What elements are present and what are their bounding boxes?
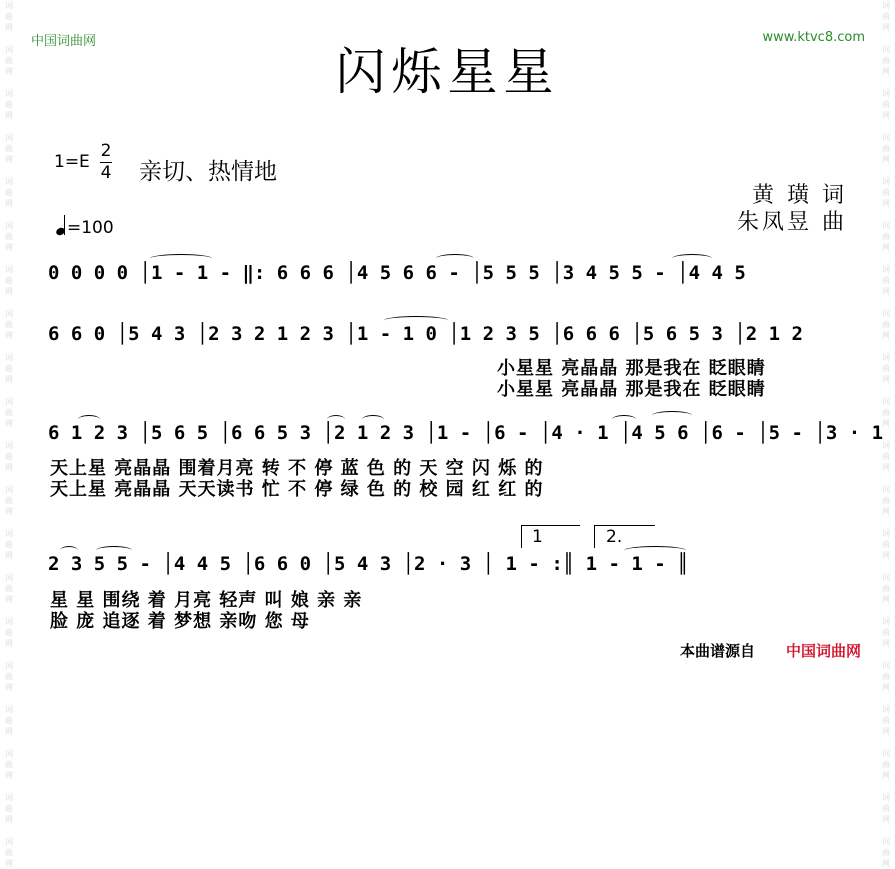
time-signature: [99, 141, 113, 184]
lyricist-credit: 黄 璜 词: [752, 183, 847, 208]
site-url-right: www.ktvc8.com: [762, 30, 865, 45]
slur: [624, 546, 686, 555]
slur: [672, 254, 712, 263]
slur: [60, 546, 78, 555]
key-signature: 1=E: [54, 152, 90, 172]
lyrics-row-4-verse-2: 脸 庞 追逐 着 梦想 亲吻 您 母: [50, 611, 310, 632]
source-site-link[interactable]: 中国词曲网: [785, 642, 861, 660]
side-watermark-right: 词 曲 网 词 曲 网 词 曲 网 词 曲 网 词 曲 网 词 曲 网 词 曲 网 词 曲 网 词 曲 网 词 曲 网 词 曲 网 词 曲 网 词 曲 网 词 曲 网 词 曲 网 词 曲 网 词 曲 网 词 曲 网 词 曲 网 词 曲 网: [882, 1, 890, 868]
time-bottom: 4: [100, 163, 112, 183]
first-ending-label: 1: [532, 527, 543, 547]
lyrics-row-2-verse-2: 小星星 亮晶晶 那是我在 眨眼睛: [497, 379, 766, 400]
time-top: 2: [100, 141, 112, 161]
slur: [652, 411, 692, 420]
lyrics-row-4-verse-1: 星 星 围绕 着 月亮 轻声 叫 娘 亲 亲: [50, 590, 363, 611]
score-row-2: 6 6 0 │5 4 3 │2 3 2 1 2 3 │1 - 1 0 │1 2 3 5 │6 6 6 │5 6 5 3 │2 1 2: [48, 323, 803, 345]
slur: [436, 254, 474, 263]
slur: [78, 415, 100, 424]
lyrics-row-3-verse-1: 天上星 亮晶晶 围着月亮 转 不 停 蓝 色 的 天 空 闪 烁 的: [50, 458, 544, 479]
site-name-left: 中国词曲网: [31, 34, 97, 49]
side-watermark-left: 词 曲 网 词 曲 网 词 曲 网 词 曲 网 词 曲 网 词 曲 网 词 曲 网 词 曲 网 词 曲 网 词 曲 网 词 曲 网 词 曲 网 词 曲 网 词 曲 网 词 曲 网 词 曲 网 词 曲 网 词 曲 网 词 曲 网 词 曲 网: [5, 1, 13, 868]
score-row-1: 0 0 0 0 │1 - 1 - ‖: 6 6 6 │4 5 6 6 - │5 5 5 │3 4 5 5 - │4 4 5: [48, 262, 746, 284]
slur: [327, 415, 345, 424]
second-ending-label: 2.: [606, 527, 623, 547]
composer-credit: 朱凤昱 曲: [737, 210, 847, 235]
score-row-4: 2 3 5 5 - │4 4 5 │6 6 0 │5 4 3 │2 · 3 │ 1 - :║ 1 - 1 - ║: [48, 553, 689, 575]
second-ending-bracket: [594, 525, 655, 548]
song-title: 闪烁星星: [335, 43, 560, 101]
first-ending-bracket: [521, 525, 580, 548]
tempo-marking: [56, 213, 114, 238]
expression-marking: 亲切、热情地: [139, 159, 277, 185]
slur: [96, 546, 132, 555]
source-label: 本曲谱源自: [679, 642, 755, 660]
slur: [384, 316, 448, 325]
tempo-value: =100: [67, 218, 114, 238]
score-row-3: 6 1 2 3 │5 6 5 │6 6 5 3 │2 1 2 3 │1 - │6 - │4 · 1 │4 5 6 │6 - │5 - │3 · 1: [48, 422, 884, 444]
slur: [612, 415, 636, 424]
slur: [362, 415, 384, 424]
slur: [150, 254, 212, 263]
lyrics-row-2-verse-1: 小星星 亮晶晶 那是我在 眨眼睛: [497, 358, 766, 379]
lyrics-row-3-verse-2: 天上星 亮晶晶 天天读书 忙 不 停 绿 色 的 校 园 红 红 的: [50, 479, 544, 500]
